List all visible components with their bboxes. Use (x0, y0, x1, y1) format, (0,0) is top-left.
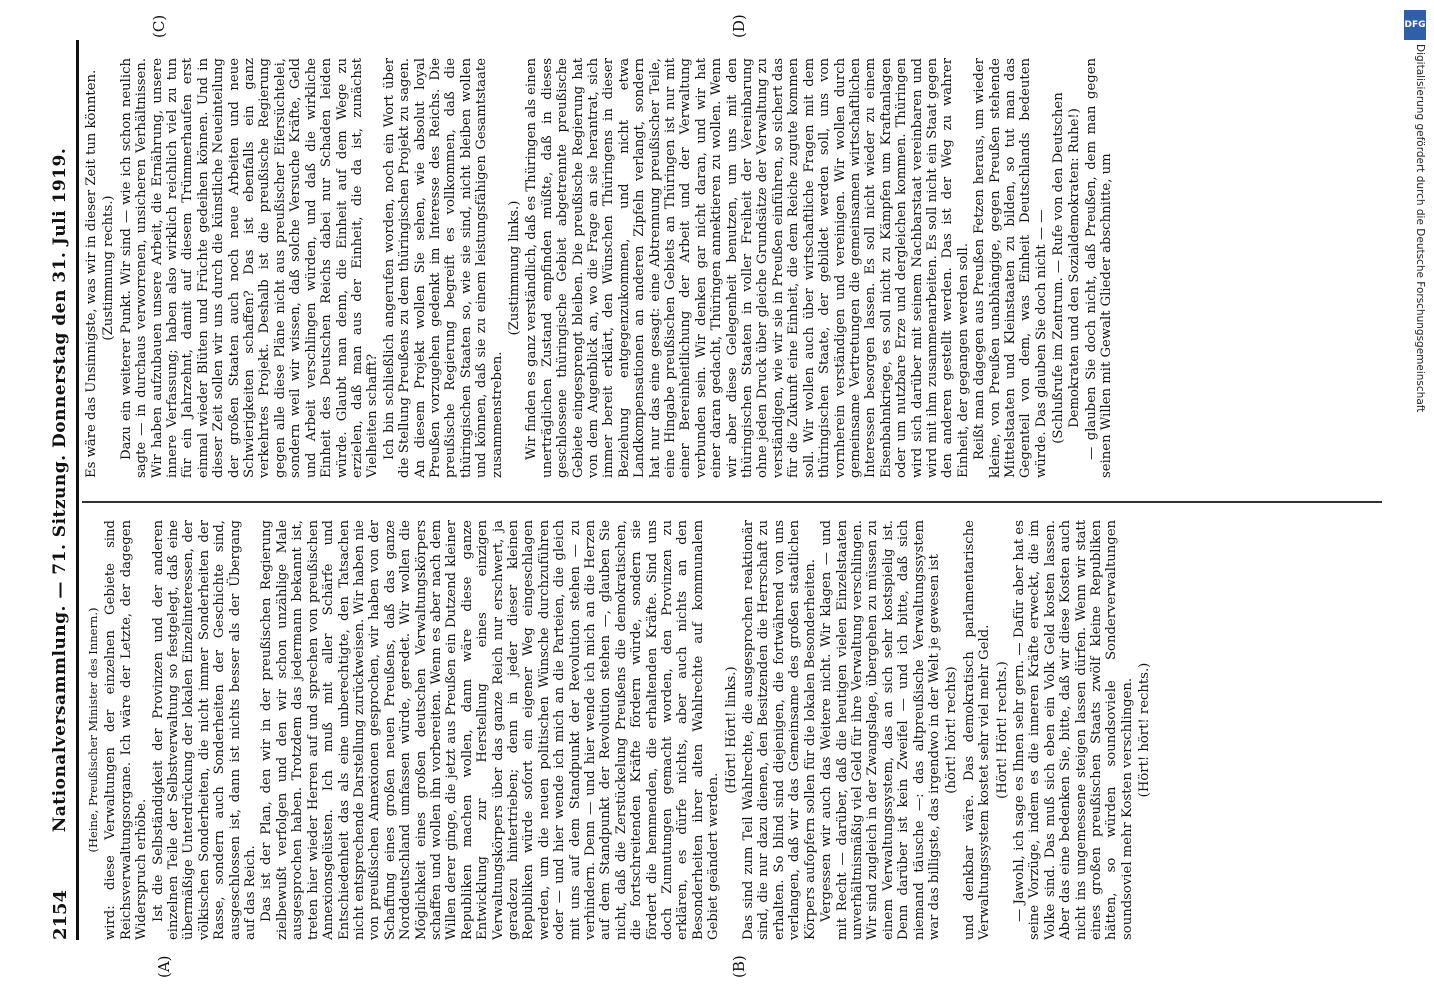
paragraph: Ist die Selbständigkeit der Provinzen und der anderen einzelnen Teile der Selbstverwaltung so festgelegt, daß eine übermäßige Unterdrückung der lokalen Einzelinteressen, der völkischen Sonderheiten, die nicht immer Sonderheiten der Rasse, sondern auch Sonderheiten der Geschichte sind, ausgeschlossen ist, dann ist nichts besser als der Übergang auf das Reich. (150, 520, 259, 940)
paragraph: Vergessen wir auch das Weitere nicht. Wir klagen — und mit Recht — darüber, daß die heutigen vielen Einzelstaaten unverhältnismäßig viel Geld für ihre Verwaltung verschlingen. Wir sind zugleich in der Zwangslage, übergehen zu müssen zu einem Verwaltungssystem, das an sich sehr kostspielig ist. Denn darüber ist kein Zweifel — und ich bitte, daß sich niemand täusche —: das altpreußische Verwaltungssystem war das billigste, das irgendwo in der Welt je gewesen ist (819, 520, 942, 940)
paragraph: Es wäre das Unsinnigste, was wir in dieser Zeit tun könnten. (84, 69, 99, 478)
page-number: 2154 (50, 889, 71, 940)
interjection: (Schlußrufe im Zentrum. — Rufe von den Deutschen Demokraten und den Sozialdemokraten: Ruhe!) (1051, 92, 1082, 444)
paragraph: Reißt man dagegen aus Preußen Fetzen heraus, um wieder kleine, von Preußen unabhängige, gegen Preußen stehende Mittelstaaten und Kleinstaaten zu bilden, so tut man das Gegenteil von dem, was Einheit Deutschlands bedeuten würde. Das glauben Sie doch nicht — — (972, 58, 1049, 478)
margin-marker-d: (D) (730, 14, 748, 38)
header-rule (76, 40, 79, 940)
paragraph: Wir finden es ganz verständlich, daß es Thüringen als einen unerträglichen Zustand empfinden müßte, daß in dieses geschlossene thüringische Gebiet abgetrennte preußische Gebiete eingesprengt bleiben. Die preußische Regierung hat von dem Augenblick an, wo die Frage an sie herantrat, sich immer bereit erklärt, den Wünschen Thüringens in dieser Beziehung entgegenzukommen, und nicht etwa Landkompensationen an anderen Zipfeln verlangt, sondern hat nur das eine gesagt: eine Abtrennung preußischer Teile, eine Hingabe preußischen Gebiets an Thüringen ist nur mit einer Bereinheitlichung der Arbeit und der Verwaltung verbunden sein. Wir denken gar nicht daran, und wir hat einer daran gedacht, Thüringen annektieren zu wollen. Wenn wir aber diese Gelegenheit benutzen, um uns mit den thüringischen Staaten in voller Freiheit der Vereinbarung ohne jeden Druck über gleiche Grundsätze der Verwaltung zu verständigen, wie wir sie in Preußen einführen, so sichert das für die Zukunft eine Einheit, die dem Reiche zugute kommen soll. Wir wollen auch über wirtschaftliche Fragen mit dem thüringischen Staate, der gebildet werden soll, uns von vornherein verständigen und vereinigen. Wir wollen durch gemeinsame Vertretungen die gemeinsamen wirtschaftlichen Interessen besorgen lassen. Es soll nicht wieder zu einem Eisenbahnkriege, es soll nicht zu Kämpfen um Kraftanlagen oder um nutzbare Erze und dergleichen kommen. Thüringen wird sich darüber mit seinem Nachbarstaat vereinbaren und wird mit ihm zusammenarbeiten. Es soll nicht ein Staat gegen den anderen gestellt werden. Das ist der Weg zu wahrer Einheit, der gegangen werden soll. (524, 58, 971, 478)
column-divider (82, 501, 1382, 503)
digitization-note: Digitalisierung gefördert durch die Deutsche Forschungsgemeinschaft (1414, 44, 1426, 413)
paragraph: Das ist der Plan, den wir in der preußischen Regierung zielbewußt verfolgen und den wir schon unzählige Male ausgesprochen haben. Trotzdem das jedermann bekannt ist, treten hier wieder Herren auf und sprechen von preußischen Annexionsgelüsten. Ich muß mit aller Schärfe und Entschiedenheit das als eine unberechtigte, den Tatsachen nicht entsprechende Darstellung zurückweisen. Wir haben nie von preußischen Annexionen gesprochen, wir haben von der Schaffung eines großen neuen Preußens, daß das ganze Norddeutschland umfassen würde, geredet. Wir wollen die Möglichkeit eines großen deutschen Verwaltungskörpers schaffen und wollen ihn vorbereiten. Wenn es aber nach dem Willen derer ginge, die jetzt aus Preußen ein Dutzend kleiner Republiken machen wollen, dann wäre diese ganze Entwicklung zur Herstellung eines einzigen Verwaltungskörpers über das ganze Reich nur erschwert, ja geradezu hintertrieben; denn in jeder dieser kleinen Republiken würde sofort ein eigener Weg eingeschlagen werden, um die neuen politischen Wünsche durchzuführen oder — und hier wende ich mich an die Parteien, die gleich mit uns auf dem Standpunkt der Revolution stehen — zu verhindern. Denn — und hier wende ich mich an die Herzen auf dem Standpunkt der Revolution stehen —, glauben Sie nicht, daß die Zerstückelung Preußens die demokratischen, die fortschreitenden Kräfte fördern würde, sondern sie fördert die hemmenden, die erhaltenden Kräfte. Sind uns doch Zumutungen gemacht worden, den Provinzen zu erklären, es dürfe nichts, aber auch nichts an den Besonderheiten ihrer alten Wahlrechte auf kommunalem Gebiet geändert werden. (259, 520, 722, 940)
paragraph: — Jawohl, ich sage es Ihnen sehr gern. — Dafür aber hat es seine Vorzüge, indem es die inneren Kräfte erweckt, die im Volke sind. Das muß sich eben ein Volk Geld kosten lassen. Aber das eine bedenken Sie, bitte, daß wir diese Kosten auch nicht ins ungemessene steigen lassen dürfen. Wenn wir statt eines großen preußischen Staats zwölf kleine Republiken hätten, so würden soundsoviele Sonderverwaltungen soundsoviel mehr Kosten verschlingen. (1011, 520, 1135, 940)
dfg-logo: DFG (1404, 10, 1426, 40)
left-text-column (84, 520, 1384, 940)
interjection: (Zustimmung rechts.) (101, 195, 117, 341)
paragraph: — glauben Sie doch nicht, daß Preußen, dem man gegen seinen Willen mit Gewalt Glieder abschnitte, um (1084, 58, 1115, 478)
paragraph: und denkbar wäre. Das demokratisch parlamentarische Verwaltungssystem kostet sehr viel mehr Geld. (961, 520, 993, 940)
interjection: (Hört! Hört! links.) (723, 666, 739, 794)
interjection: (Hört! Hört! rechts.) (994, 661, 1010, 799)
paragraph: Ich bin schließlich angerufen worden, noch ein Wort über die Stellung Preußens zu dem thüringischen Projekt zu sagen. An diesem Projekt wollen Sie sehen, wie absolut loyal Preußen vorzugehen gedenkt im Interesse des Reichs. Die preußische Regierung begreift es vollkommen, daß die thüringischen Staaten so, wie sie sind, nicht bleiben wollen und können, daß sie zu einem leistungsfähigen Gesamtstaate zusammenstreben. (381, 58, 505, 478)
margin-marker-b: (B) (730, 955, 748, 978)
margin-marker-a: (A) (155, 955, 173, 978)
paragraph: Dazu ein weiterer Punkt. Wir sind — wie ich schon neulich sagte — in durchaus verworrenen, unsicheren Verhältnissen. Wir haben aufzubauen unsere Arbeit, die Ernährung, unsere innere Verfassung; haben also wirklich reichlich viel zu tun für ein Jahrzehnt, damit auf diesem Trümmerhaufen erst einmal wieder Blüten und Früchte gedeihen können. Und in dieser Zeit sollen wir uns durch die künstliche Neueinteilung der großen Staaten auch noch neue Arbeiten und neue Schwierigkeiten schaffen? Das ist ebenfalls ein ganz verkehrtes Projekt. Deshalb ist die preußische Regierung gegen alle diese Pläne nicht aus preußischer Eifersüchtelei, sondern weil wir wissen, daß solche Versuche Kräfte, Geld und Arbeit verschlingen würden, und daß die wirkliche Einheit des Deutschen Reichs dabei nur Schaden leiden würde. Glaubt man denn, die Einheit auf dem Wege zu erzielen, daß man aus der Einheit, die da ist, zunächst Vielheiten schafft? (118, 58, 381, 478)
margin-marker-c: (C) (150, 14, 168, 38)
interjection: (Hört! hört! rechts.) (1137, 662, 1153, 798)
running-title: Nationalversammlung. — 71. Sitzung. Donnerstag den 31. Juli 1919. (50, 147, 70, 833)
paragraph: Das sind zum Teil Wahlrechte, die ausgesprochen reaktionär sind, die nur dazu dienen, den Besitzenden die Herrschaft zu erhalten. So blind sind diejenigen, die fortwährend von uns verlangen, daß wir das Gemeinsame des großen staatlichen Körpers aufopfern sollen für die lokalen Besonderheiten. (741, 520, 818, 940)
digitization-strip (1396, 0, 1434, 1000)
right-text-column (84, 58, 1384, 478)
interjection: (Zustimmung links.) (506, 200, 522, 336)
paragraph: wird: diese Verwaltungen der einzelnen Gebiete sind Reichsverwaltungsorgane. Ich wäre der Letzte, der dagegen Widerspruch erhöbe. (103, 520, 150, 940)
interjection: (hört! hört! rechts) (944, 666, 960, 794)
speaker-line: (Heine, Preußischer Minister des Innern.) (86, 607, 100, 853)
page-header (38, 40, 78, 940)
